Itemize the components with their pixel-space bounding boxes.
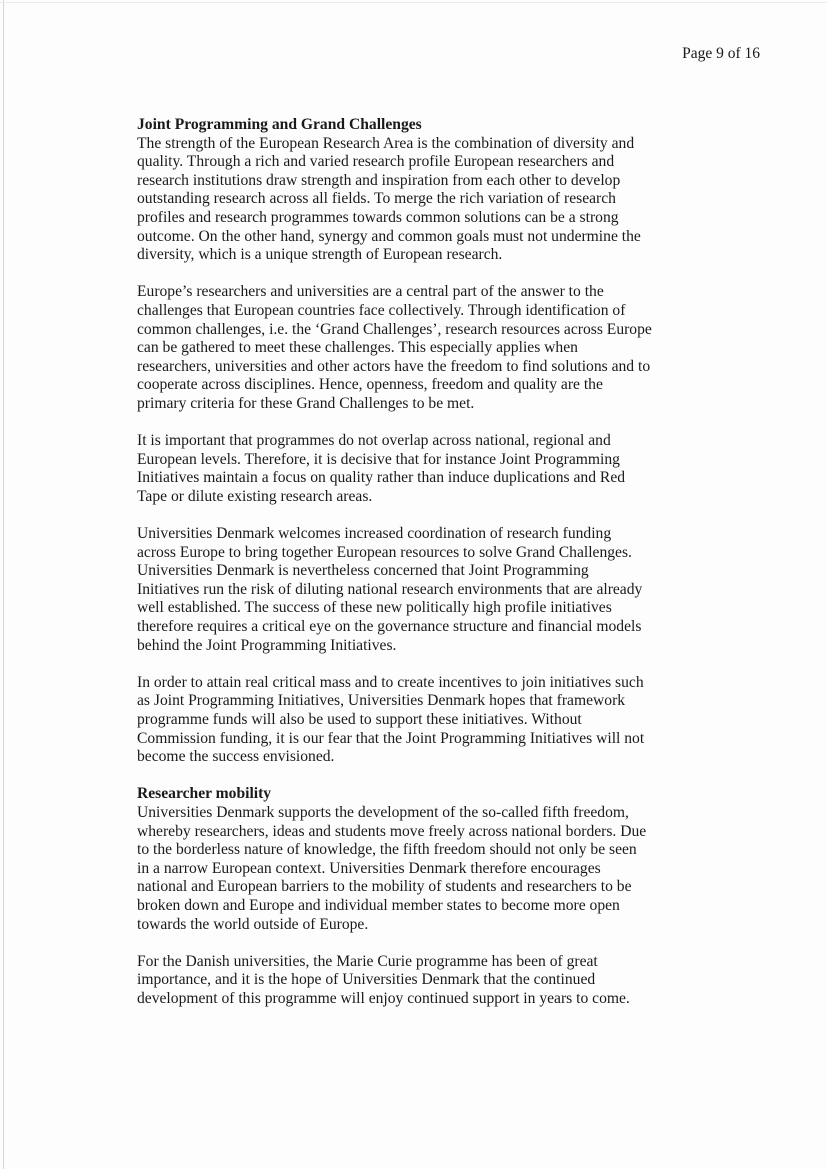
paragraph: It is important that programmes do not overlap across national, regional and European levels. Therefore, it is decisive that for instance Joint Programming Initiatives maintain a focus on quality rather than induce duplications and Red Tape or dilute existing research areas. <box>137 432 626 505</box>
section-heading: Joint Programming and Grand Challenges <box>137 116 422 133</box>
paragraph: For the Danish universities, the Marie Curie programme has been of great importance, and it is the hope of Universities Denmark that the continued development of this programme will enjoy continued support in years to come. <box>137 952 630 1007</box>
section-joint-programming <box>137 116 652 767</box>
section-researcher-mobility <box>137 785 652 1008</box>
scan-edge-left <box>3 0 4 1169</box>
paragraph: Europe’s researchers and universities are a central part of the answer to the challenges that European countries face collectively. Through identification of common challenges, i.e. the ‘Grand Challenges’, research resources across Europe can be gathered to meet these challenges. This especially applies when researchers, universities and other actors have the freedom to find solutions and to cooperate across disciplines. Hence, openness, freedom and quality are the primary criteria for these Grand Challenges to be met. <box>137 283 652 412</box>
paragraph: The strength of the European Research Area is the combination of diversity and quality. Through a rich and varied research profile European researchers and research institutions draw strength and inspiration from each other to develop outstanding research across all fields. To merge the rich variation of research profiles and research programmes towards common solutions can be a strong outcome. On the other hand, synergy and common goals must not undermine the diversity, which is a unique strength of European research. <box>137 134 641 264</box>
paragraph: Universities Denmark welcomes increased coordination of research funding across Europe to bring together European resources to solve Grand Challenges. Universities Denmark is nevertheless concerned that Joint Programming Initiatives run the risk of diluting national research environments that are already well established. The success of these new politically high profile initiatives therefore requires a critical eye on the governance structure and financial models behind the Joint Programming Initiatives. <box>137 525 643 654</box>
document-body <box>137 116 652 1027</box>
paragraph: Universities Denmark supports the development of the so-called fifth freedom, whereby researchers, ideas and students move freely across national borders. Due to the borderless nature of knowledge, the fifth freedom should not only be seen in a narrow European context. Universities Denmark therefore encourages national and European barriers to the mobility of students and researchers to be broken down and Europe and individual member states to become more open towards the world outside of Europe. <box>137 803 647 933</box>
paragraph: In order to attain real critical mass and to create incentives to join initiatives such as Joint Programming Initiatives, Universities Denmark hopes that framework programme funds will also be used to support these initiatives. Without Commission funding, it is our fear that the Joint Programming Initiatives will not become the success envisioned. <box>137 673 645 766</box>
page-number: Page 9 of 16 <box>682 45 760 62</box>
section-heading: Researcher mobility <box>137 785 272 803</box>
scan-edge-top <box>0 2 827 3</box>
